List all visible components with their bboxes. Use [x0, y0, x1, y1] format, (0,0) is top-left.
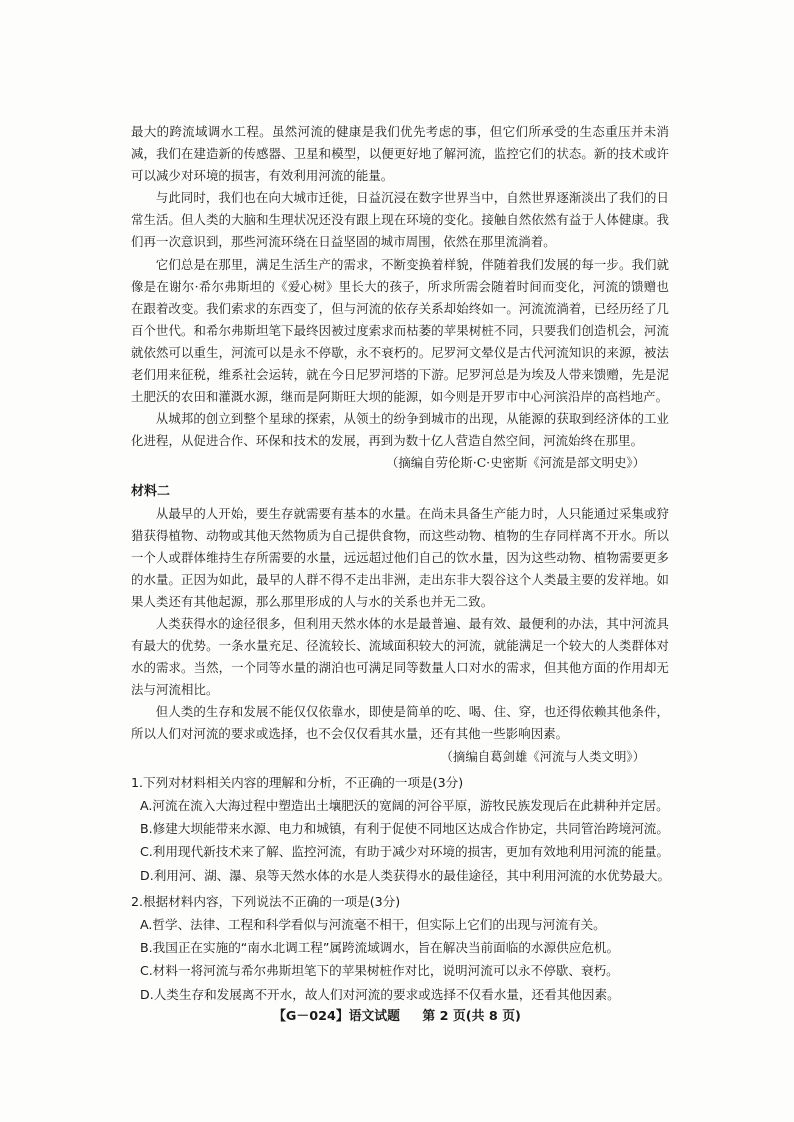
- source-citation: （摘编自劳伦斯·C·史密斯《河流是部文明史》）: [386, 455, 645, 471]
- paragraph: 它们总是在那里，满足生活生产的需求，不断变换着样貌，伴随着我们发展的每一步。我们就像是在谢尔·希尔弗斯坦的《爱心树》里长大的孩子，所求所需会随着时间而变化，河流的馈赠也在跟着改变。我们索求的东西变了，但与河流的依存关系却始终如一。河流流淌着，已经历经了几百个世代。和希尔弗斯坦笔下最终因被过度索求而枯萎的苹果树桩不同，只要我们创造机会，河流就依然可以重生，河流可以是永不停歇，永不衰朽的。尼罗河文晕仪是古代河流知识的来源，被法老们用来征税，维系社会运转，就在今日尼罗河塔的下游。尼罗河总是为埃及人带来馈赠，先是泥土肥沃的农田和灌溉水源，继而是阿斯旺大坝的能源，如今则是开罗市中心河滨沿岸的高档地产。: [131, 256, 669, 405]
- question-stem: 2.根据材料内容，下列说法不正确的一项是(3分): [131, 893, 401, 909]
- page-number: 第 2 页(共 8 页): [422, 1009, 521, 1024]
- paragraph: 与此同时，我们也在向大城市迁徙，日益沉浸在数字世界当中，自然世界逐渐淡出了我们的日常生活。但人类的大脑和生理状况还没有跟上现在环境的变化。接触自然依然有益于人体健康。我们再一次意识到，那些河流环绕在日益坚固的城市周围，依然在那里流淌着。: [131, 190, 669, 250]
- paragraph: 但人类的生存和发展不能仅仅依靠水，即使是简单的吃、喝、住、穿，也还得依赖其他条件，所以人们对河流的要求或选择，也不会仅仅看其水量，还有其他一些影响因素。: [131, 704, 669, 742]
- material-two: [131, 481, 669, 768]
- source-citation: （摘编自葛剑雄《河流与人类文明》）: [440, 748, 645, 764]
- question-2: [131, 890, 669, 1006]
- section-title: 材料二: [131, 483, 171, 499]
- option-b: B.修建大坝能带来水源、电力和城镇，有利于促使不同地区达成合作协定，共同管治跨境河流。: [140, 820, 669, 836]
- paragraph: 从最早的人开始，要生存就需要有基本的水量。在尚未具备生产能力时，人只能通过采集或狩猎获得植物、动物或其他天然物质为自己提供食物，而这些动物、植物的生存同样离不开水。所以一个人或群体维持生存所需要的水量，远远超过他们自己的饮水量，因为这些动物、植物需要更多的水量。正因为如此，最早的人群不得不走出非洲，走出东非大裂谷这个人类最主要的发祥地。如果人类还有其他起源，那么那里形成的人与水的关系也并无二致。: [131, 505, 669, 609]
- option-d: D.人类生存和发展离不开水，故人们对河流的要求或选择不仅看水量，还看其他因素。: [140, 986, 620, 1002]
- option-b: B.我国正在实施的“南水北调工程”属跨流域调水，旨在解决当前面临的水源供应危机。: [140, 940, 620, 956]
- option-c: C.材料一将河流与希尔弗斯坦笔下的苹果树桩作对比，说明河流可以永不停歇、衰朽。: [140, 963, 619, 979]
- paragraph: 从城邦的创立到整个星球的探索，从领土的纷争到城市的出现，从能源的获取到经济体的工业化进程，从促进合作、环保和技术的发展，再到为数十亿人营造自然空间，河流始终在那里。: [131, 411, 669, 449]
- paragraph: 人类获得水的途径很多，但利用天然水体的水是最普遍、最有效、最便利的办法，其中河流具有最大的优势。一条水量充足、径流较长、流域面积较大的河流，就能满足一个较大的人类群体对水的需求。当然，一个同等水量的湖泊也可满足同等数量人口对水的需求，但其他方面的作用却无法与河流相比。: [131, 615, 669, 698]
- page-footer: [0, 1008, 794, 1026]
- question-stem: 1.下列对材料相关内容的理解和分析，不正确的一项是(3分): [131, 774, 464, 790]
- page-content: [131, 121, 669, 1006]
- option-c: C.利用现代新技术来了解、监控河流，有助于减少对环境的损害，更加有效地利用河流的能量。: [140, 844, 670, 860]
- exam-code: 【G－024】语文试题: [273, 1009, 400, 1024]
- paragraph: 最大的跨流域调水工程。虽然河流的健康是我们优先考虑的事，但它们所承受的生态重压并未消减，我们在建造新的传感器、卫星和模型，以便更好地了解河流，监控它们的状态。新的技术或许可以减少对环境的损害，有效利用河流的能量。: [131, 124, 669, 184]
- option-a: A.哲学、法律、工程和科学看似与河流毫不相干，但实际上它们的出现与河流有关。: [140, 916, 606, 932]
- option-a: A.河流在流入大海过程中塑造出土壤肥沃的宽阔的河谷平原，游牧民族发现后在此耕种并定居。: [140, 797, 669, 813]
- question-1: [131, 771, 669, 887]
- option-d: D.利用河、湖、瀑、泉等天然水体的水是人类获得水的最佳途径，其中利用河流的水优势最大。: [140, 867, 671, 883]
- material-one: [131, 121, 669, 475]
